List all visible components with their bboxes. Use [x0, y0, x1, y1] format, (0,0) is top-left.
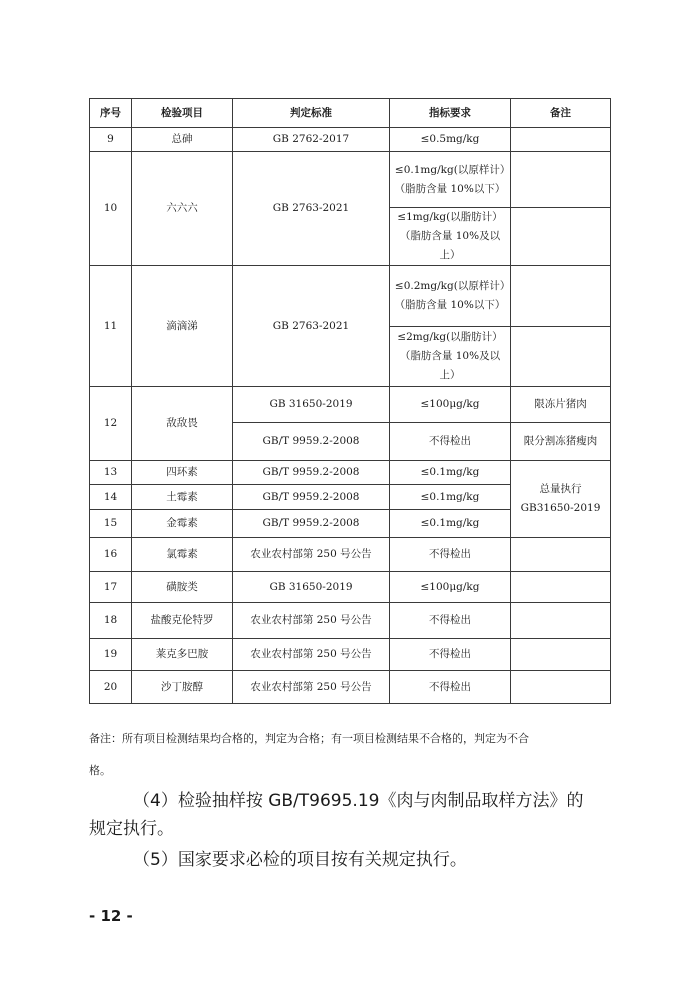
table-header-row [90, 99, 611, 128]
cell-standard: 农业农村部第 250 号公告 [233, 538, 390, 572]
footnote-line-2: 格。 [89, 764, 111, 777]
cell-num: 10 [90, 152, 132, 266]
cell-num: 16 [90, 538, 132, 572]
cell-standard: 农业农村部第 250 号公告 [233, 603, 390, 639]
cell-remark [511, 639, 611, 671]
table-row [90, 152, 611, 208]
cell-standard: 农业农村部第 250 号公告 [233, 639, 390, 671]
table-row [90, 128, 611, 152]
cell-remark [511, 266, 611, 327]
cell-remark [511, 538, 611, 572]
cell-standard: GB 31650-2019 [233, 572, 390, 603]
cell-standard: 农业农村部第 250 号公告 [233, 671, 390, 704]
cell-item: 六六六 [132, 152, 233, 266]
cell-item: 磺胺类 [132, 572, 233, 603]
header-requirement: 指标要求 [390, 99, 511, 128]
page-number: - 12 - [89, 907, 133, 925]
cell-remark [511, 152, 611, 208]
cell-item: 土霉素 [132, 485, 233, 510]
cell-remark [511, 671, 611, 704]
paragraph-4 [89, 787, 619, 843]
table-row [90, 538, 611, 572]
table-row [90, 671, 611, 704]
cell-item: 莱克多巴胺 [132, 639, 233, 671]
cell-requirement: ≤0.2mg/kg(以原样计）（脂肪含量 10%以下） [390, 266, 511, 327]
table-row [90, 266, 611, 327]
table-row [90, 639, 611, 671]
table-row [90, 387, 611, 423]
cell-standard: GB 2762-2017 [233, 128, 390, 152]
cell-requirement: 不得检出 [390, 639, 511, 671]
cell-num: 13 [90, 461, 132, 485]
cell-num: 19 [90, 639, 132, 671]
table-row [90, 603, 611, 639]
cell-requirement: 不得检出 [390, 538, 511, 572]
cell-num: 18 [90, 603, 132, 639]
cell-item: 氯霉素 [132, 538, 233, 572]
cell-standard: GB 2763-2021 [233, 266, 390, 387]
cell-num: 20 [90, 671, 132, 704]
cell-requirement: ≤0.1mg/kg [390, 510, 511, 538]
cell-item: 总砷 [132, 128, 233, 152]
table-row [90, 461, 611, 485]
inspection-table [89, 98, 611, 704]
cell-standard: GB/T 9959.2-2008 [233, 510, 390, 538]
cell-requirement: ≤2mg/kg(以脂肪计）（脂肪含量 10%及以上） [390, 327, 511, 387]
table-footnote [89, 720, 619, 790]
cell-standard: GB/T 9959.2-2008 [233, 423, 390, 461]
cell-standard: GB/T 9959.2-2008 [233, 461, 390, 485]
cell-standard: GB 31650-2019 [233, 387, 390, 423]
cell-standard: GB 2763-2021 [233, 152, 390, 266]
cell-requirement: ≤0.1mg/kg [390, 461, 511, 485]
paragraph-4-line-2: 规定执行。 [89, 819, 174, 839]
cell-num: 12 [90, 387, 132, 461]
header-item: 检验项目 [132, 99, 233, 128]
cell-item: 敌敌畏 [132, 387, 233, 461]
cell-num: 14 [90, 485, 132, 510]
cell-remark [511, 128, 611, 152]
cell-requirement: ≤0.1mg/kg(以原样计）（脂肪含量 10%以下） [390, 152, 511, 208]
cell-num: 17 [90, 572, 132, 603]
cell-item: 滴滴涕 [132, 266, 233, 387]
paragraph-5-line-1: （5）国家要求必检的项目按有关规定执行。 [133, 850, 467, 870]
cell-num: 11 [90, 266, 132, 387]
paragraph-5 [89, 846, 619, 874]
cell-remark: 总量执行 GB31650-2019 [511, 461, 611, 538]
cell-remark [511, 603, 611, 639]
cell-item: 金霉素 [132, 510, 233, 538]
header-standard: 判定标准 [233, 99, 390, 128]
cell-requirement: ≤100μg/kg [390, 572, 511, 603]
cell-requirement: 不得检出 [390, 671, 511, 704]
cell-standard: GB/T 9959.2-2008 [233, 485, 390, 510]
cell-requirement: 不得检出 [390, 603, 511, 639]
cell-remark [511, 572, 611, 603]
cell-item: 盐酸克伦特罗 [132, 603, 233, 639]
cell-requirement: ≤100μg/kg [390, 387, 511, 423]
footnote-line-1: 备注：所有项目检测结果均合格的，判定为合格；有一项目检测结果不合格的，判定为不合 [89, 732, 529, 745]
header-remark: 备注 [511, 99, 611, 128]
table-row [90, 572, 611, 603]
cell-remark: 限冻片猪肉 [511, 387, 611, 423]
cell-requirement: 不得检出 [390, 423, 511, 461]
cell-requirement: ≤0.5mg/kg [390, 128, 511, 152]
cell-remark: 限分割冻猪瘦肉 [511, 423, 611, 461]
cell-item: 沙丁胺醇 [132, 671, 233, 704]
cell-remark [511, 327, 611, 387]
cell-remark [511, 208, 611, 266]
cell-item: 四环素 [132, 461, 233, 485]
cell-requirement: ≤1mg/kg(以脂肪计）（脂肪含量 10%及以上） [390, 208, 511, 266]
paragraph-4-line-1: （4）检验抽样按 GB/T9695.19《肉与肉制品取样方法》的 [133, 791, 584, 811]
cell-num: 15 [90, 510, 132, 538]
cell-num: 9 [90, 128, 132, 152]
cell-requirement: ≤0.1mg/kg [390, 485, 511, 510]
header-num: 序号 [90, 99, 132, 128]
